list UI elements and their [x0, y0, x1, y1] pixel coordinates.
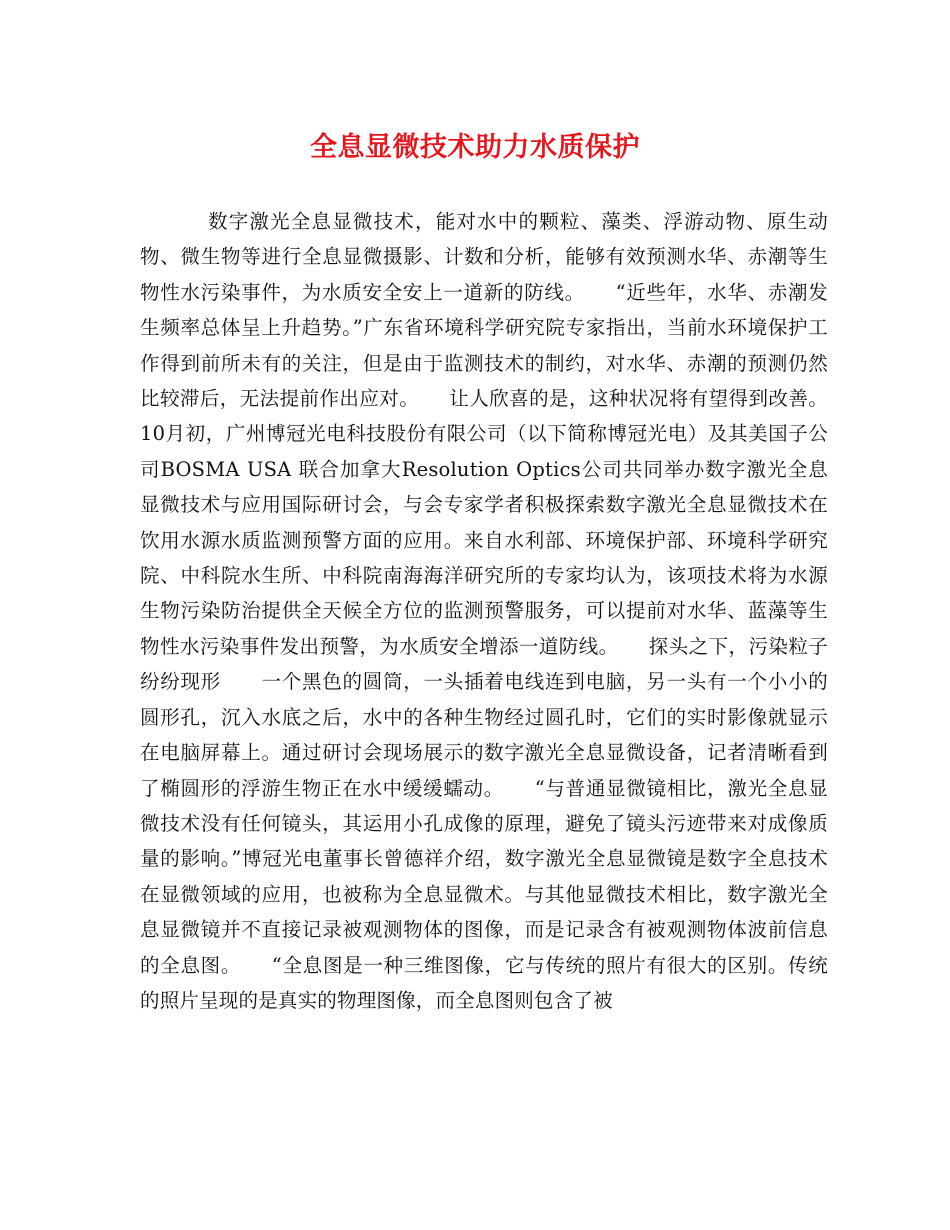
- body-paragraph: 数字激光全息显微技术，能对水中的颗粒、藻类、浮游动物、原生动物、微生物等进行全息显微摄影、计数和分析，能够有效预测水华、赤潮等生物性水污染事件，为水质安全安上一道新的防线。 “近些年，水华、赤潮发生频率总体呈上升趋势。”广东省环境科学研究院专家指出，当前水环境保护工作得到前所未有的关注，但是由于监测技术的制约，对水华、赤潮的预测仍然比较滞后，无法提前作出应对。 让人欣喜的是，这种状况将有望得到改善。10月初，广州博冠光电科技股份有限公司（以下简称博冠光电）及其美国子公司BOSMA USA 联合加拿大Resolution Optics公司共同举办数字激光全息显微技术与应用国际研讨会，与会专家学者积极探索数字激光全息显微技术在饮用水源水质监测预警方面的应用。来自水利部、环境保护部、环境科学研究院、中科院水生所、中科院南海海洋研究所的专家均认为，该项技术将为水源生物污染防治提供全天候全方位的监测预警服务，可以提前对水华、蓝藻等生物性水污染事件发出预警，为水质安全增添一道防线。 探头之下，污染粒子纷纷现形 一个黑色的圆筒，一头插着电线连到电脑，另一头有一个小小的圆形孔，沉入水底之后，水中的各种生物经过圆孔时，它们的实时影像就显示在电脑屏幕上。通过研讨会现场展示的数字激光全息显微设备，记者清晰看到了椭圆形的浮游生物正在水中缓缓蠕动。 “与普通显微镜相比，激光全息显微技术没有任何镜头，其运用小孔成像的原理，避免了镜头污迹带来对成像质量的影响。”博冠光电董事长曾德祥介绍，数字激光全息显微镜是数字全息技术在显微领域的应用，也被称为全息显微术。与其他显微技术相比，数字激光全息显微镜并不直接记录被观测物体的图像，而是记录含有被观测物体波前信息的全息图。 “全息图是一种三维图像，它与传统的照片有很大的区别。传统的照片呈现的是真实的物理图像，而全息图则包含了被: [140, 210, 828, 1012]
- page-title: 全息显微技术助力水质保护: [310, 132, 640, 163]
